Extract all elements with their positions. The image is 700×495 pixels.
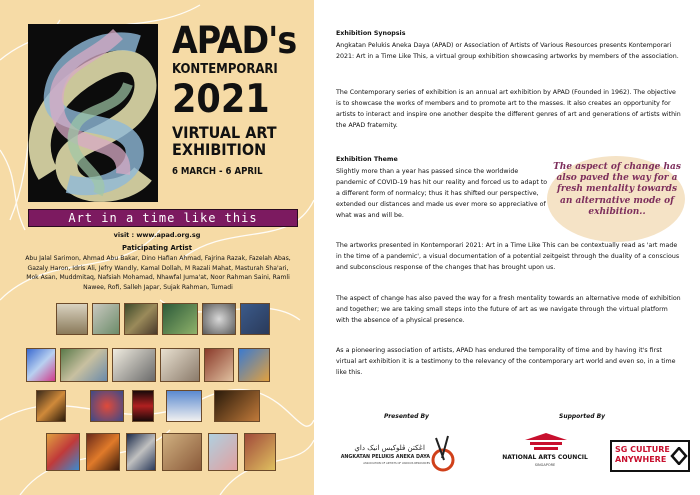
sg-culture-line-1: SG CULTURE — [615, 445, 670, 454]
artwork-thumb[interactable] — [204, 348, 234, 382]
apad-logo-subtitle: ASSOCIATION OF ARTISTS OF VARIOUS RESOURCES — [363, 462, 430, 465]
poster-panel — [0, 0, 314, 495]
poster-banner: Art in a time like this — [28, 209, 298, 227]
artwork-thumb[interactable] — [132, 390, 154, 422]
artwork-thumb[interactable] — [124, 303, 158, 335]
artwork-thumb[interactable] — [162, 303, 198, 335]
artwork-thumb[interactable] — [240, 303, 270, 335]
artwork-thumb[interactable] — [162, 433, 202, 471]
poster-exhibition: EXHIBITION — [172, 140, 267, 159]
synopsis-paragraph-2: The Contemporary series of exhibition is an annual art exhibition by APAD (Founded in 1962). The objective is to showcase the works of members and to promote art to the masses. It also creates an opportunity for artists to interact and inspire one another despite the different genres of art and generations of artists within the APAD fraternity. — [336, 89, 681, 129]
artwork-thumb[interactable] — [214, 390, 260, 422]
apad-logo — [330, 430, 460, 482]
synopsis-paragraph-1: Angkatan Pelukis Aneka Daya (APAD) or Association of Artists of Various Resources presents Kontemporari 2021: Art in a Time Like This, a virtual group exhibition showcasing artworks by members of the association. — [336, 42, 679, 60]
artwork-thumb[interactable] — [60, 348, 108, 382]
artwork-thumb[interactable] — [244, 433, 276, 471]
theme-paragraph-1: Slightly more than a year has passed since the worldwide pandemic of COVID-19 has hit our reality and forced us to adapt to a different form of normalcy; thus it has shifted our perspective, extended our distances and made us ever more so appreciative of what was and will be. — [336, 168, 548, 219]
apad-logo-jawi: اڠكتن ڤلوکيس انيک داي — [354, 444, 425, 452]
artwork-thumb[interactable] — [56, 303, 88, 335]
poster-title: APAD's — [172, 19, 297, 62]
apad-artwork-logo — [28, 24, 158, 202]
sg-culture-line-2: ANYWHERE — [615, 455, 667, 464]
artwork-thumb[interactable] — [86, 433, 120, 471]
poster-dates: 6 MARCH - 6 APRIL — [172, 166, 263, 177]
poster-year: 2021 — [172, 77, 270, 122]
poster-subtitle: KONTEMPORARI — [172, 62, 278, 77]
nac-logo — [500, 432, 590, 484]
artwork-thumb[interactable] — [92, 303, 120, 335]
theme-paragraph-2: The artworks presented in Kontemporari 2021: Art in a Time Like This can be contextually read as 'art made in the time of a pandemic', a visual documentation of a potential zeitgeist through the duality of a conscious and subconscious response of the changes that has brought upon us. — [336, 242, 680, 271]
theme-paragraph-4: As a pioneering association of artists, APAD has endured the temporality of time and by having it's first virtual art exhibition it is a testimony to the relevancy of the contemporary art world and even so, in a time like this. — [336, 347, 676, 376]
artwork-thumb[interactable] — [202, 303, 236, 335]
synopsis-heading: Exhibition Synopsis — [336, 30, 406, 37]
artwork-thumb[interactable] — [26, 348, 56, 382]
apad-logo-name: ANGKATAN PELUKIS ANEKA DAYA — [340, 455, 430, 460]
presented-by-label: Presented By — [384, 413, 429, 420]
description-panel — [314, 0, 700, 495]
artwork-thumb[interactable] — [36, 390, 66, 422]
artwork-thumb[interactable] — [160, 348, 200, 382]
nac-name: NATIONAL ARTS COUNCIL — [502, 454, 588, 461]
artwork-thumb[interactable] — [46, 433, 80, 471]
theme-paragraph-3: The aspect of change has also paved the way for a fresh mentality towards an alternative mode of exhibition and together; we are taking small steps into the future of art as we navigate through the virtual platform with the absence of a physical presence. — [336, 295, 681, 324]
artwork-thumb[interactable] — [238, 348, 270, 382]
nac-roof-icon — [524, 432, 568, 452]
palette-icon — [430, 434, 456, 472]
theme-heading: Exhibition Theme — [336, 156, 398, 163]
artwork-thumbnails — [24, 303, 294, 483]
poster-title-block — [172, 19, 307, 177]
visit-link[interactable]: visit : www.apad.org.sg — [113, 231, 201, 239]
artwork-thumb[interactable] — [208, 433, 238, 471]
artwork-thumb[interactable] — [126, 433, 156, 471]
artwork-thumb[interactable] — [90, 390, 124, 422]
participating-artists: Abu Jalal Sarimon, Ahmad Abu Bakar, Dino Hafian Ahmad, Fajrina Razak, Fazelah Abas, Gazaly Haron, Idris Ali, Jefry Wandly, Kamal Dollah, M Razali Mahat, Masturah Sha'ari, Mok Asan, Muddmitaq, Nafsiah Mohamad, Nhawfal Juma'at, Noor Rahman Saini, Ramli Nawee, Rofi, Salleh Japar, Sujak Rahman, Tumadi — [25, 255, 291, 291]
artwork-thumb[interactable] — [166, 390, 202, 422]
artwork-thumb[interactable] — [112, 348, 156, 382]
supported-by-label: Supported By — [559, 413, 606, 420]
sg-culture-mark-icon — [670, 447, 688, 465]
poster-virtual-art: VIRTUAL ART — [172, 123, 277, 142]
nac-subtitle: SINGAPORE — [534, 463, 556, 467]
participating-title: Paticipating Artist — [122, 244, 192, 252]
sg-culture-anywhere-logo — [610, 440, 690, 472]
pull-quote: The aspect of change has also paved the way for a fresh mentality towards an alternative mode of exhibition.. — [553, 162, 681, 217]
